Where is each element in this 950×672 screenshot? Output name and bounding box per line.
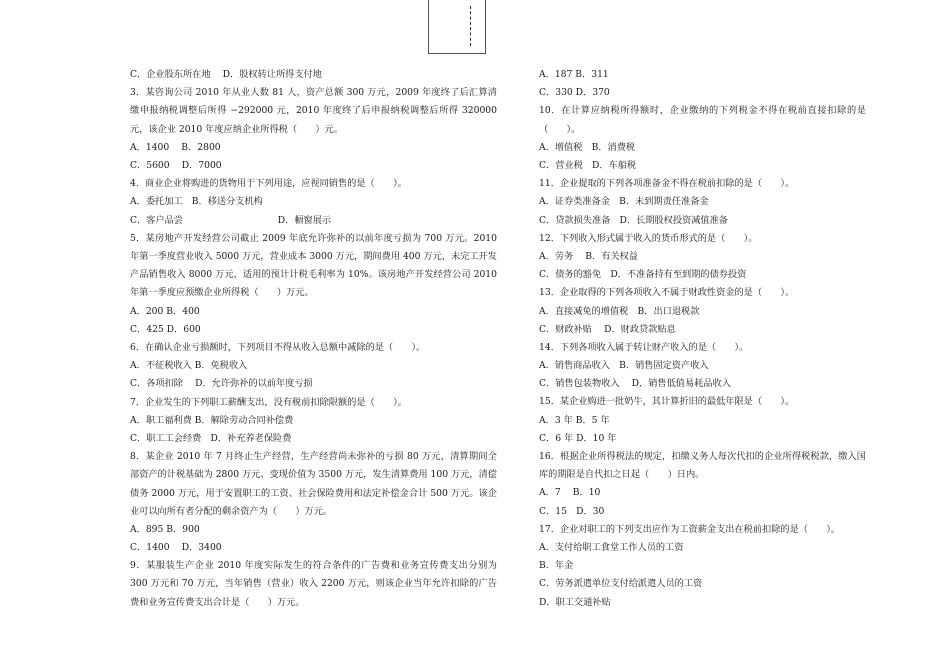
option-line: C．劳务派遣单位支付给派遣人员的工资 (539, 578, 703, 590)
question-11: 11．企业提取的下列各项准备金不得在税前扣除的是（ ）。 (539, 178, 795, 190)
option-line: A．200 B．400 (130, 305, 200, 317)
option-line: A．劳务 B．有关权益 (539, 250, 638, 262)
option-line: B．年金 (539, 560, 574, 572)
option-line: C．职工工会经费 D．补充养老保险费 (130, 432, 292, 444)
option-line: A．销售商品收入 B．销售固定资产收入 (539, 360, 709, 372)
option-line: A．3 年 B．5 年 (539, 414, 610, 426)
option-line: A．直接减免的增值税 B．出口退税款 (539, 305, 700, 317)
binding-line (470, 6, 471, 46)
option-line: C．营业税 D．车船税 (539, 159, 637, 171)
question-16: 16．根据企业所得税法的规定，扣缴义务人每次代扣的企业所得税税款，缴入国库的期限是自代扣之日起（ ）日内。 (539, 451, 866, 481)
question-8: 8．某企业 2010 年 7 月终止生产经营，生产经营尚未弥补的亏损 80 万元，清算期间全部资产的计税基础为 2800 万元、变现价值为 3500 万元，发生清算费用 100 万元，清偿债务 2000 万元，用于安置职工的工资、社会保险费用和法定补偿金合计 500 万元。该企业可以向所有者分配的剩余资产为（ ）万元。 (130, 451, 497, 517)
option-line: A．证券类准备金 B．未到期责任准备金 (539, 196, 709, 208)
question-9: 9．某服装生产企业 2010 年度实际发生的符合条件的广告费和业务宣传费支出分别为 300 万元和 70 万元，当年销售（营业）收入 2200 万元，则该企业当年允许扣除的广告费和业务宣传费支出合计是（ ）万元。 (130, 560, 497, 608)
option-line: D．职工交通补贴 (539, 596, 611, 608)
question-14: 14．下列各项收入属于转让财产收入的是（ ）。 (539, 341, 749, 353)
question-5: 5．某房地产开发经营公司截止 2009 年底允许弥补的以前年度亏损为 700 万元。2010 年第一季度营业收入 5000 万元，营业成本 3000 万元，期间费用 400 万元，未完工开发产品销售收入 8000 万元，适用的预计计税毛利率为 10%。该房地产开发经营公司 2010 年第一季度应预缴企业所得税（ ）万元。 (130, 232, 497, 299)
option-line: C．5600 D．7000 (130, 159, 222, 171)
option-line: A．支付给职工食堂工作人员的工资 (539, 542, 684, 554)
option-line: C．债务的豁免 D．不准备持有至到期的债券投资 (539, 269, 747, 281)
option-line: A．职工福利费 B．解除劳动合同补偿费 (130, 414, 294, 426)
binding-box (428, 0, 486, 54)
option-line: C．330 D．370 (539, 87, 610, 99)
question-3: 3．某咨询公司 2010 年从业人数 81 人，资产总额 300 万元，2009 年度终了后汇算清缴申报纳税调整后所得 −292000 元，2010 年度终了后申报纳税调整后所得 320000 元，该企业 2010 年度应纳企业所得税（ ）元。 (130, 87, 497, 135)
question-17: 17．企业对职工的下列支出应作为工资薪金支出在税前扣除的是（ ）。 (539, 523, 841, 535)
option-line: C．财政补贴 D．财政贷款贴息 (539, 323, 676, 335)
question-7: 7．企业发生的下列职工薪酬支出，没有税前扣除限额的是（ ）。 (130, 396, 407, 408)
option-line: C．6 年 D．10 年 (539, 432, 617, 444)
option-line: A．187 B．311 (539, 69, 609, 80)
question-15: 15．某企业购进一批奶牛，其计算折旧的最低年限是（ ）。 (539, 396, 795, 408)
option-line: C．1400 D．3400 (130, 542, 222, 554)
question-4: 4．商业企业将购进的货物用于下列用途，应视同销售的是（ ）。 (130, 178, 407, 190)
option-line: A．增值税 B．消费税 (539, 141, 636, 153)
option-line: A．1400 B．2800 (130, 141, 221, 153)
option-line: A．不征税收入 B．免税收入 (130, 360, 248, 372)
question-13: 13．企业取得的下列各项收入不属于财政性资金的是（ ）。 (539, 287, 795, 299)
left-column (112, 66, 497, 612)
option-line: A．895 B．900 (130, 523, 200, 535)
option-line: C．企业股东所在地 D．股权转让所得支付地 (130, 69, 322, 80)
question-12: 12．下列收入形式属于收入的货币形式的是（ ）。 (539, 232, 758, 244)
option-line: C．贷款损失准备 D．长期股权投资减值准备 (539, 214, 728, 226)
option-line: C．各项扣除 D．允许弥补的以前年度亏损 (130, 378, 313, 390)
right-column (521, 66, 866, 612)
option-line: A．7 B．10 (539, 487, 601, 499)
question-10: 10．在计算应纳税所得额时，企业缴纳的下列税金不得在税前直接扣除的是（ ）。 (539, 105, 866, 135)
option-line: C．425 D．600 (130, 323, 201, 335)
question-6: 6．在确认企业亏损额时，下列项目不得从收入总额中减除的是（ ）。 (130, 341, 426, 353)
option-line: C．15 D．30 (539, 505, 605, 517)
option-line: A．委托加工 B．移送分支机构 (130, 196, 263, 208)
option-line: C．销售包装物收入 D．销售低值易耗品收入 (539, 378, 731, 390)
option-line: C．客户品尝 D．橱窗展示 (130, 214, 332, 226)
